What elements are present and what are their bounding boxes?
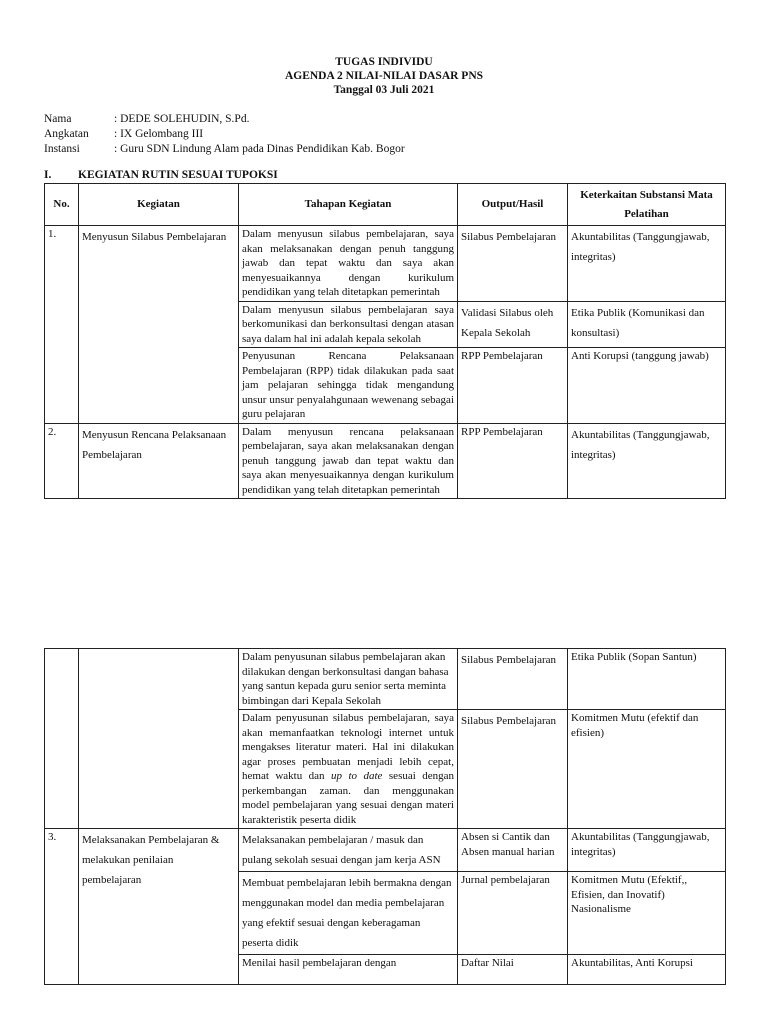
cell-tahapan: Dalam penyusunan silabus pembelajaran akan dilakukan dengan berkonsultasi dangan bahasa yang santun kepada guru senior serta meminta bimbingan dari Kepala Sekolah bbox=[239, 649, 458, 710]
cell-tahapan: Melaksanakan pembelajaran / masuk dan pulang sekolah sesuai dengan jam kerja ASN bbox=[239, 829, 458, 872]
cell-tahapan bbox=[239, 710, 458, 829]
cell-output: Jurnal pembelajaran bbox=[458, 872, 568, 955]
section-number: I. bbox=[44, 169, 52, 181]
cell-tahapan: Dalam menyusun rencana pelaksanaan pembelajaran, saya akan melaksanakan dengan penuh tanggung jawab dan tepat waktu dan saya akan menyesuaikannya dengan kurikulum pendidikan yang telah ditetapkan pemerintah bbox=[239, 423, 458, 499]
cell-keterkaitan: Etika Publik (Sopan Santun) bbox=[568, 649, 726, 710]
info-value: : Guru SDN Lindung Alam pada Dinas Pendidikan Kab. Bogor bbox=[114, 143, 405, 155]
tahapan-text: Dalam penyusunan silabus pembelajaran, saya akan memanfaatkan teknologi internet untuk mengakses literatur materi. Hal ini dilakukan agar proses pembuatan menjadi lebih cepat, hemat waktu dan bbox=[242, 712, 454, 782]
doc-title: TUGAS INDIVIDU bbox=[335, 56, 433, 68]
doc-date: Tanggal 03 Juli 2021 bbox=[333, 84, 435, 96]
cell-keterkaitan: Etika Publik (Komunikasi dan konsultasi) bbox=[568, 301, 726, 348]
info-nama bbox=[44, 112, 249, 126]
cell-output: Validasi Silabus oleh Kepala Sekolah bbox=[458, 301, 568, 348]
cell-tahapan: Dalam menyusun silabus pembelajaran saya berkomunikasi dan berkonsultasi dengan atasan saya dalam hal ini adalah kepala sekolah bbox=[239, 301, 458, 348]
cell-keterkaitan: Anti Korupsi (tanggung jawab) bbox=[568, 348, 726, 424]
table-row bbox=[45, 649, 726, 710]
cell-tahapan: Dalam menyusun silabus pembelajaran, saya akan melaksanakan dengan penuh tanggung jawab dan tepat waktu dan saya akan menyesuaikannya dengan kurikulum pendidikan yang telah ditetapkan pemerintah bbox=[239, 226, 458, 302]
col-header-no: No. bbox=[45, 184, 79, 226]
activity-table-2 bbox=[44, 648, 726, 985]
col-header-kegiatan: Kegiatan bbox=[79, 184, 239, 226]
cell-no: 1. bbox=[45, 226, 79, 424]
cell-tahapan: Membuat pembelajaran lebih bermakna dengan menggunakan model dan media pembelajaran yang efektif sesuai dengan keberagaman peserta didik bbox=[239, 872, 458, 955]
section-title: KEGIATAN RUTIN SESUAI TUPOKSI bbox=[78, 169, 278, 181]
cell-tahapan: Menilai hasil pembelajaran dengan bbox=[239, 955, 458, 985]
cell-kegiatan: Menyusun Silabus Pembelajaran bbox=[79, 226, 239, 424]
info-angkatan bbox=[44, 127, 203, 141]
info-label: Instansi bbox=[44, 143, 80, 155]
table-row bbox=[45, 829, 726, 872]
cell-kegiatan: Menyusun Rencana Pelaksanaan Pembelajaran bbox=[79, 423, 239, 499]
cell-keterkaitan: Akuntabilitas (Tanggungjawab, integritas) bbox=[568, 423, 726, 499]
cell-tahapan: Penyusunan Rencana Pelaksanaan Pembelajaran (RPP) tidak dilakukan pada saat jam pelajaran sehingga tidak mengandung unsur unsur penyalahgunaan wewenang sebagai guru pelajaran bbox=[239, 348, 458, 424]
tahapan-italic: up to date bbox=[331, 770, 383, 782]
cell-output: RPP Pembelajaran bbox=[458, 348, 568, 424]
cell-kegiatan: Melaksanakan Pembelajaran & melakukan penilaian pembelajaran bbox=[79, 829, 239, 985]
col-header-output: Output/Hasil bbox=[458, 184, 568, 226]
cell-keterkaitan: Akuntabilitas, Anti Korupsi bbox=[568, 955, 726, 985]
cell-kegiatan bbox=[79, 649, 239, 829]
cell-output: Absen si Cantik dan Absen manual harian bbox=[458, 829, 568, 872]
cell-output: Silabus Pembelajaran bbox=[458, 649, 568, 710]
cell-keterkaitan: Komitmen Mutu (Efektif,, Efisien, dan Inovatif) Nasionalisme bbox=[568, 872, 726, 955]
info-label: Angkatan bbox=[44, 128, 89, 140]
cell-keterkaitan: Komitmen Mutu (efektif dan efisien) bbox=[568, 710, 726, 829]
cell-no: 2. bbox=[45, 423, 79, 499]
cell-output: Silabus Pembelajaran bbox=[458, 710, 568, 829]
info-value: : DEDE SOLEHUDIN, S.Pd. bbox=[114, 113, 250, 125]
cell-keterkaitan: Akuntabilitas (Tanggungjawab, integritas) bbox=[568, 829, 726, 872]
section-heading bbox=[44, 168, 278, 182]
table-row bbox=[45, 226, 726, 302]
doc-subtitle: AGENDA 2 NILAI-NILAI DASAR PNS bbox=[284, 70, 484, 82]
cell-output: Daftar Nilai bbox=[458, 955, 568, 985]
table-row bbox=[45, 423, 726, 499]
col-header-tahapan: Tahapan Kegiatan bbox=[239, 184, 458, 226]
info-label: Nama bbox=[44, 113, 72, 125]
cell-no bbox=[45, 649, 79, 829]
cell-output: Silabus Pembelajaran bbox=[458, 226, 568, 302]
cell-no: 3. bbox=[45, 829, 79, 985]
cell-output: RPP Pembelajaran bbox=[458, 423, 568, 499]
tahapan-text: sesuai dengan perkembangan zaman. dan menggunakan model pembelajaran yang sesuai dengan materi karakteristik peserta didik bbox=[242, 770, 455, 826]
table-header bbox=[45, 184, 726, 226]
info-instansi bbox=[44, 142, 405, 156]
col-header-keterkaitan: Keterkaitan Substansi Mata Pelatihan bbox=[568, 184, 726, 226]
cell-keterkaitan: Akuntabilitas (Tanggungjawab, integritas) bbox=[568, 226, 726, 302]
activity-table-1 bbox=[44, 183, 726, 499]
info-value: : IX Gelombang III bbox=[114, 128, 204, 140]
